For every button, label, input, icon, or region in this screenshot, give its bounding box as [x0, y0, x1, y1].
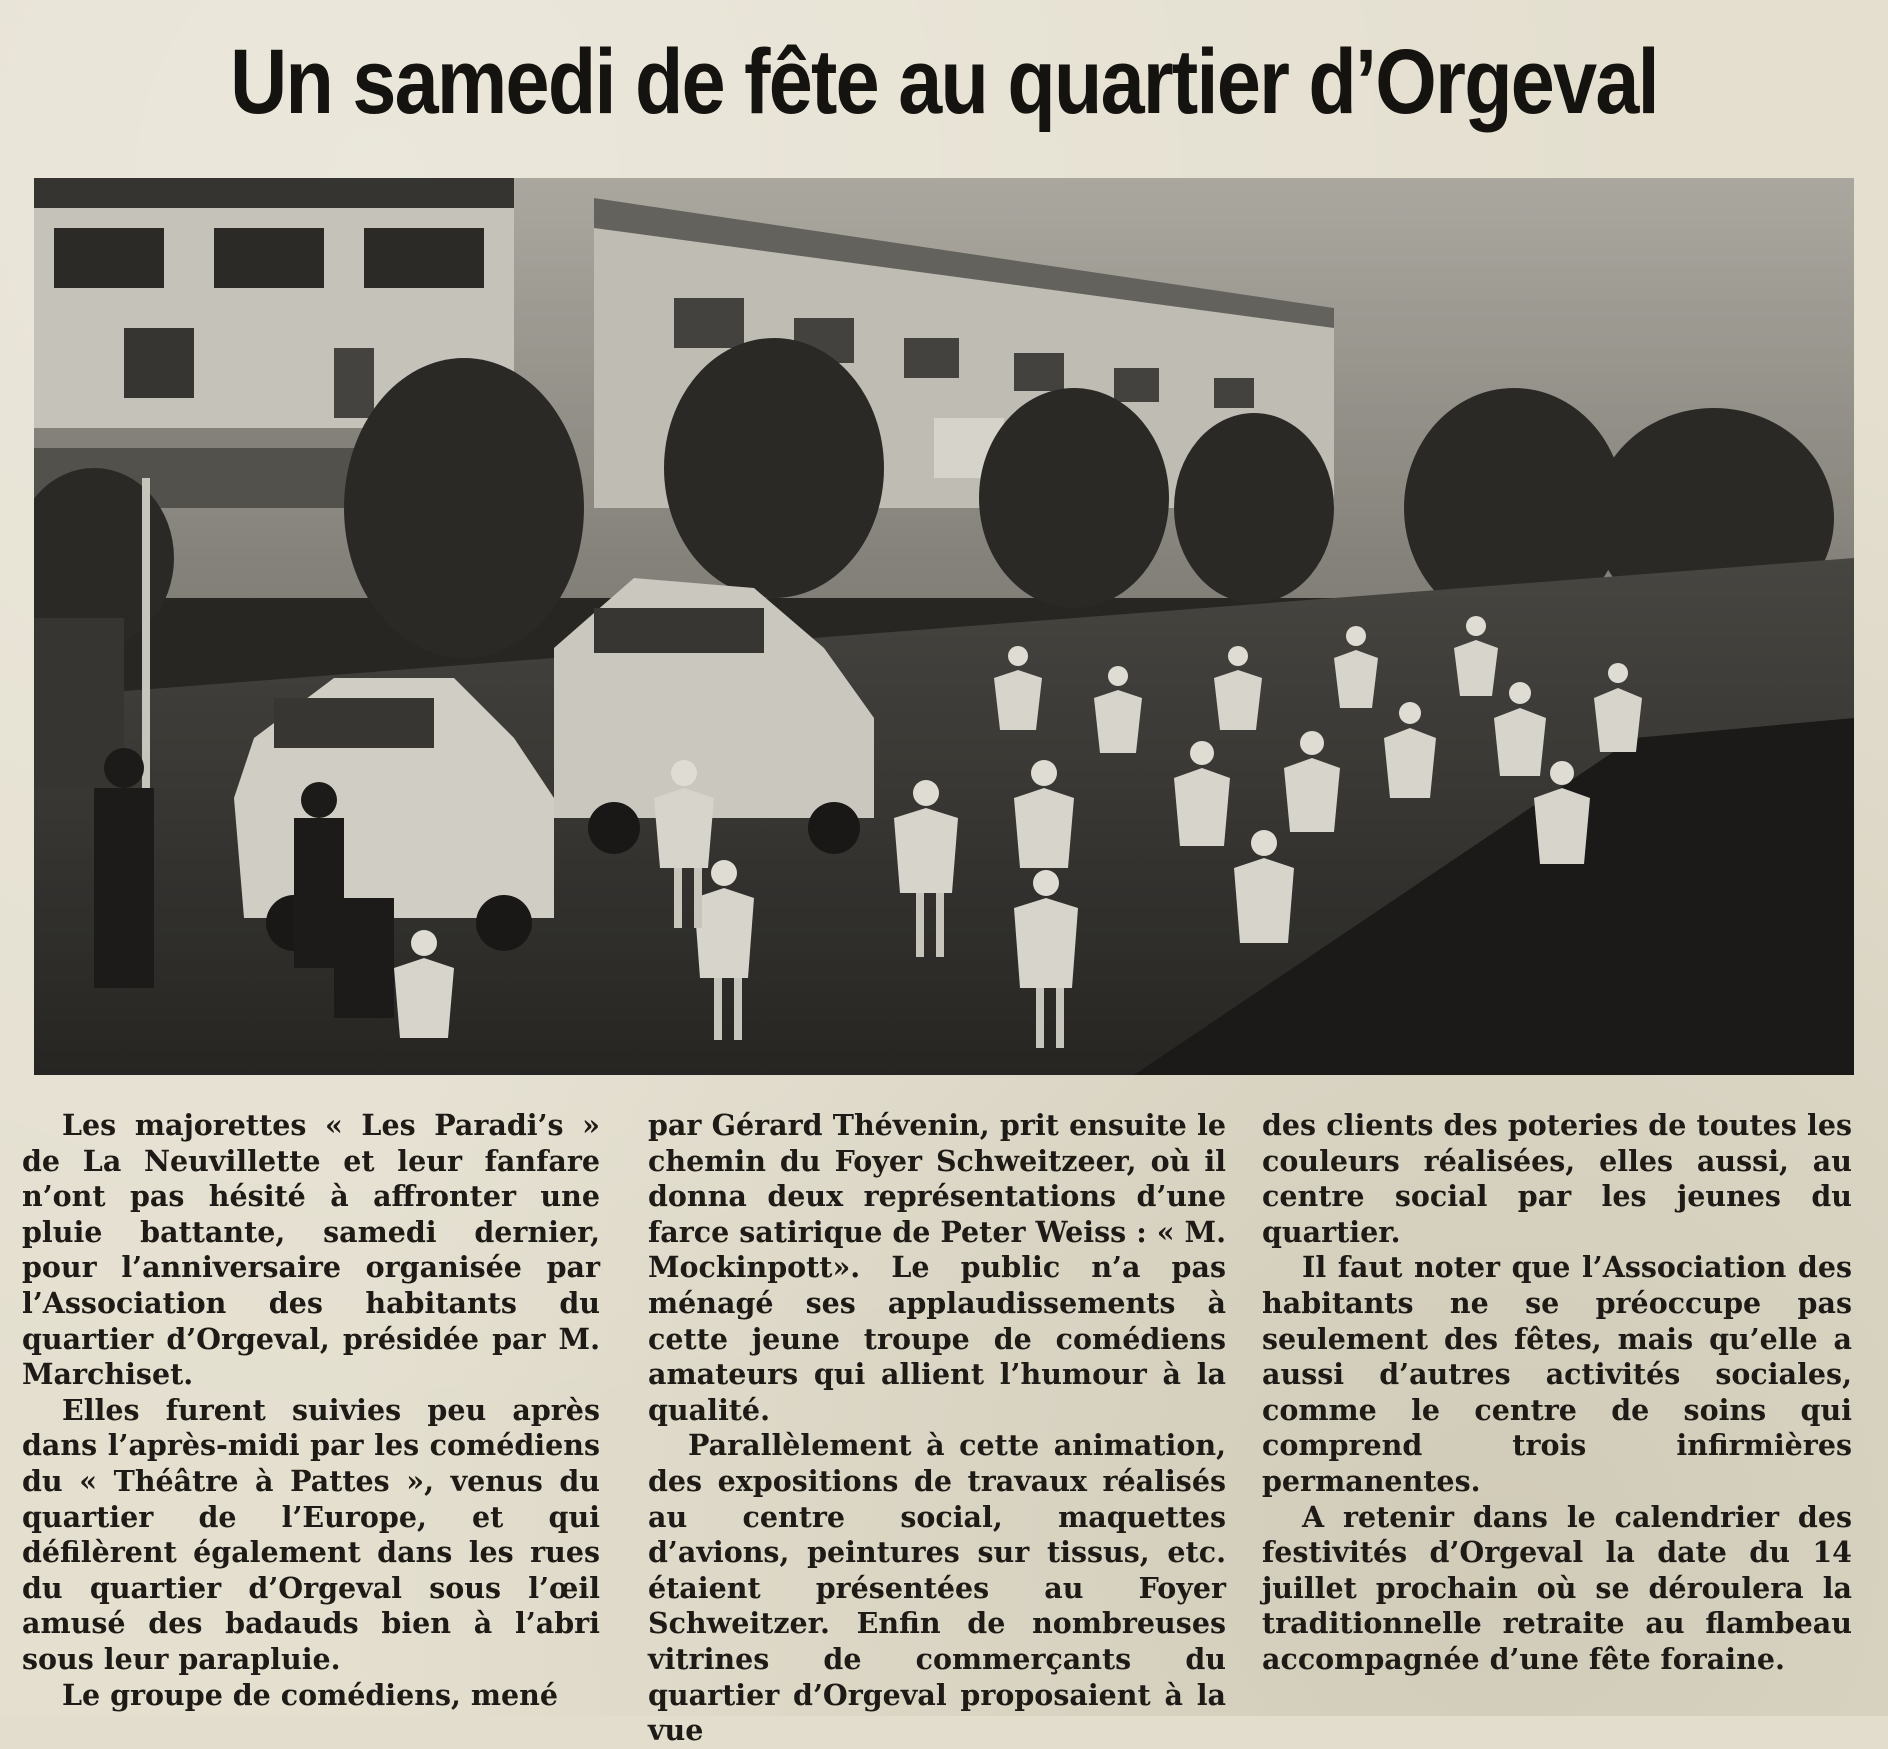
paragraph: Il faut noter que l’Association des habitants ne se préoccupe pas seulement des fêtes, mais qu’elle a aussi d’autres activités sociales, comme le centre de soins qui comprend trois infirmières permanentes. — [1262, 1250, 1852, 1498]
paragraph: A retenir dans le calendrier des festivités d’Orgeval la date du 14 juillet prochain où se déroulera la traditionnelle retraite au flambeau accompagnée d’une fête foraine. — [1262, 1499, 1852, 1676]
photo-grain — [34, 178, 1854, 1075]
paragraph: Les majorettes « Les Paradi’s » de La Neuvillette et leur fanfare n’ont pas hésité à affronter une pluie battante, samedi dernier, pour l’anniversaire organisée par l’Association des habitants du quartier d’Orgeval, présidée par M. Marchiset. — [22, 1108, 600, 1392]
column-1 — [22, 1108, 600, 1713]
paragraph: Parallèlement à cette animation, des expositions de travaux réalisés au centre social, maquettes d’avions, peintures sur tissus, etc. étaient présentées au Foyer Schweitzer. Enfin de nombreuses vitrines de commerçants du quartier d’Orgeval proposaient à la vue — [648, 1428, 1226, 1748]
column-3 — [1262, 1108, 1852, 1678]
article-title: Un samedi de fête au quartier d’Orgeval — [230, 31, 1658, 133]
paragraph: par Gérard Thévenin, prit ensuite le chemin du Foyer Schweitzeer, où il donna deux représentations d’une farce satirique de Peter Weiss : « M. Mockinpott». Le public n’a pas ménagé ses applaudissements à cette jeune troupe de comédiens amateurs qui allient l’humour à la qualité. — [648, 1108, 1226, 1427]
paragraph: Elles furent suivies peu après dans l’après-midi par les comédiens du « Théâtre à Pattes », venus du quartier de l’Europe, et qui défilèrent également dans les rues du quartier d’Orgeval sous l’œil amusé des badauds bien à l’abri sous leur parapluie. — [22, 1392, 600, 1676]
paragraph: Le groupe de comédiens, mené — [62, 1677, 559, 1712]
article-body — [0, 1108, 1888, 1748]
paragraph: des clients des poteries de toutes les couleurs réalisées, elles aussi, au centre social par les jeunes du quartier. — [1262, 1108, 1852, 1249]
column-2 — [648, 1108, 1226, 1749]
article-photo — [34, 178, 1854, 1075]
parade-photo-illustration — [34, 178, 1854, 1075]
